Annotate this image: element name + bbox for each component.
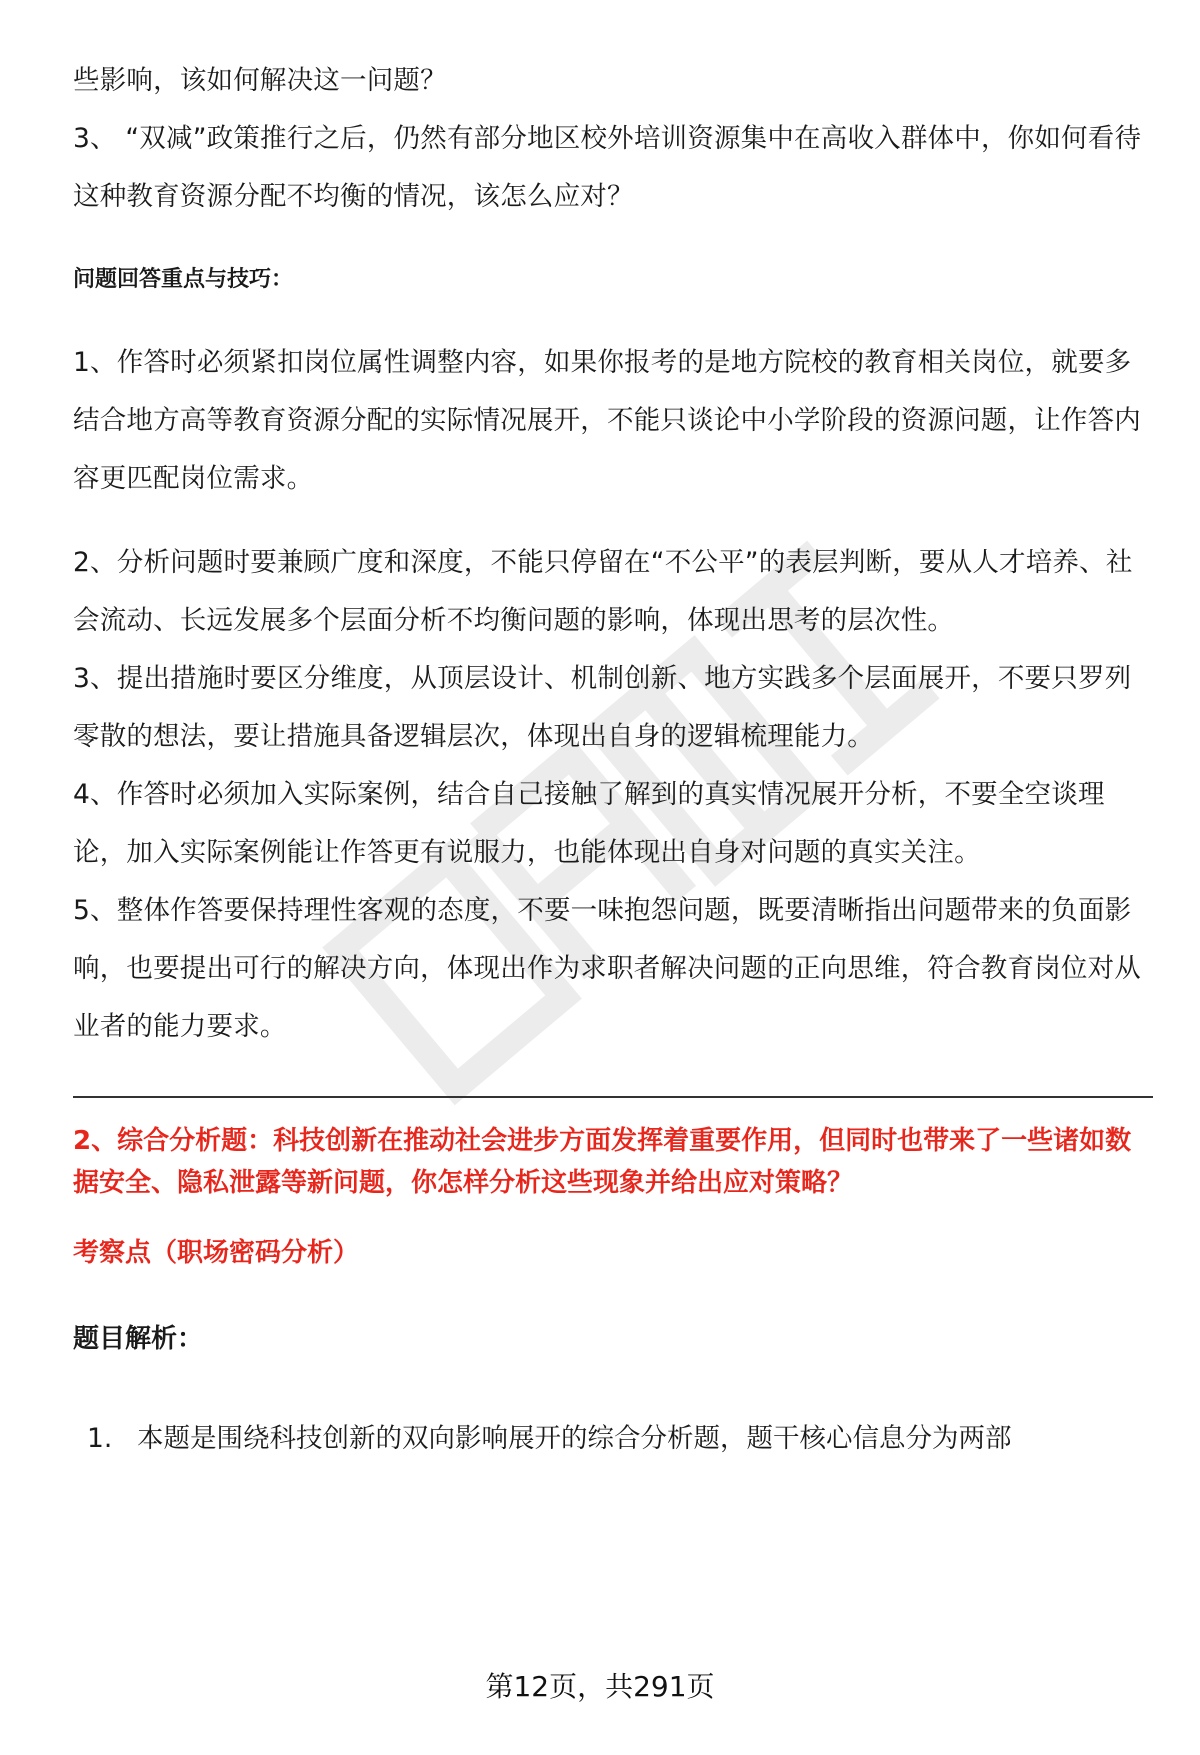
list-text: 本题是围绕科技创新的双向影响展开的综合分析题，题干核心信息分为两部 (137, 1423, 1012, 1454)
analysis-list-item (73, 1410, 1153, 1468)
analysis-heading: 题目解析： (73, 1324, 204, 1354)
document-page (73, 52, 1153, 1468)
section-divider (73, 1096, 1153, 1098)
list-number: 1. (87, 1423, 113, 1454)
tip-item-3: 3、提出措施时要区分维度，从顶层设计、机制创新、地方实践多个层面展开，不要只罗列零散的想法，要让措施具备逻辑层次，体现出自身的逻辑梳理能力。 (73, 663, 1132, 752)
question-2-title: 2、综合分析题：科技创新在推动社会进步方面发挥着重要作用，但同时也带来了一些诸如数据安全、隐私泄露等新问题，你怎样分析这些现象并给出应对策略？ (73, 1126, 1132, 1198)
paragraph-continuation: 些影响，该如何解决这一问题？ (73, 65, 447, 96)
tip-item-4: 4、作答时必须加入实际案例，结合自己接触了解到的真实情况展开分析，不要全空谈理论，加入实际案例能让作答更有说服力，也能体现出自身对问题的真实关注。 (73, 779, 1105, 868)
page-number: 第12页，共291页 (485, 1670, 715, 1703)
tips-heading: 问题回答重点与技巧： (73, 267, 294, 292)
tip-item-1: 1、作答时必须紧扣岗位属性调整内容，如果你报考的是地方院校的教育相关岗位，就要多结合地方高等教育资源分配的实际情况展开，不能只谈论中小学阶段的资源问题，让作答内容更匹配岗位需求。 (73, 347, 1141, 494)
paragraph-question-3: 3、 “双减”政策推行之后，仍然有部分地区校外培训资源集中在高收入群体中，你如何看待这种教育资源分配不均衡的情况，该怎么应对？ (73, 123, 1142, 212)
tip-item-2: 2、分析问题时要兼顾广度和深度，不能只停留在“不公平”的表层判断，要从人才培养、社会流动、长远发展多个层面分析不均衡问题的影响，体现出思考的层次性。 (73, 547, 1133, 636)
tip-item-5: 5、整体作答要保持理性客观的态度，不要一味抱怨问题，既要清晰指出问题带来的负面影响，也要提出可行的解决方向，体现出作为求职者解决问题的正向思维，符合教育岗位对从业者的能力要求。 (73, 895, 1141, 1042)
exam-point-heading: 考察点（职场密码分析） (73, 1238, 360, 1268)
